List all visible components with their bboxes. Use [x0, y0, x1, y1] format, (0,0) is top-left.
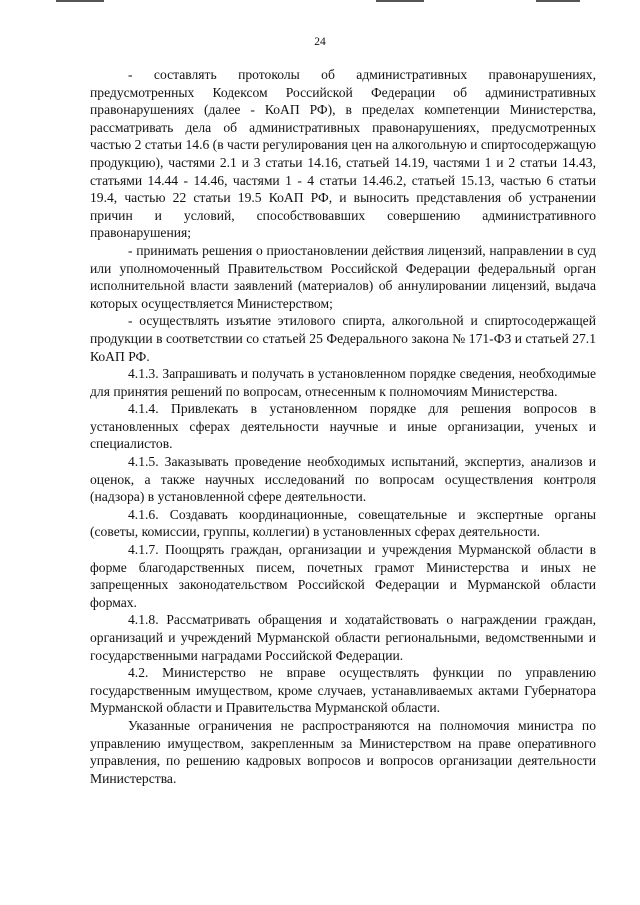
page-number: 24: [314, 36, 326, 48]
paragraph-4-2: 4.2. Министерство не вправе осуществлять функции по управлению государственным имуществом, кроме случаев, устанавливаемых актами Губернатора Мурманской области и Правительства Мурманской области.: [90, 665, 596, 716]
scan-edge-mark-center: [376, 0, 424, 2]
paragraph-license-suspension: - принимать решения о приостановлении действия лицензий, направлении в суд или уполномоченный Правительством Российской Федерации федеральный орган исполнительной власти заявлений (материалов) об аннулировании лицензий, выдача которых осуществляется Министерством;: [90, 242, 596, 311]
paragraph-4-1-8: 4.1.8. Рассматривать обращения и ходатайствовать о награждении граждан, организаций и учреждений Мурманской области региональными, ведомственными и государственными наградами Российской Федерации.: [90, 612, 596, 663]
paragraph-4-1-6: 4.1.6. Создавать координационные, совещательные и экспертные органы (советы, комиссии, группы, коллегии) в установленных сферах деятельности.: [90, 506, 596, 540]
scan-edge-mark-right: [536, 0, 580, 2]
paragraph-protocols: - составлять протоколы об административных правонарушениях, предусмотренных Кодексом Российской Федерации об административных правонарушениях (далее - КоАП РФ), в пределах компетенции Министерства, рассматривать дела об административных правонарушениях, предусмотренных частью 2 статьи 14.6 (в части регулирования цен на алкогольную и спиртосодержащую продукцию), частями 2.1 и 3 статьи 14.16, статьей 14.19, частями 1 и 2 статьи 14.43, статьями 14.44 - 14.46, частями 1 - 4 статьи 14.46.2, статьей 15.13, частью 6 статьи 19.4, частью 22 статьи 19.5 КоАП РФ, и выносить представления об устранении причин и условий, способствовавших совершению административного правонарушения;: [90, 67, 596, 241]
paragraph-4-1-7: 4.1.7. Поощрять граждан, организации и учреждения Мурманской области в форме благодарственных писем, почетных грамот Министерства и иных не запрещенных законодательством Российской Федерации и Мурманской области формах.: [90, 542, 596, 610]
paragraph-seizure: - осуществлять изъятие этилового спирта, алкогольной и спиртосодержащей продукции в соответствии со статьей 25 Федерального закона № 171-ФЗ и статьей 27.1 КоАП РФ.: [90, 313, 596, 364]
paragraph-4-1-5: 4.1.5. Заказывать проведение необходимых испытаний, экспертиз, анализов и оценок, а также научных исследований по вопросам осуществления контроля (надзора) в установленной сфере деятельности.: [90, 454, 596, 505]
paragraph-4-1-4: 4.1.4. Привлекать в установленном порядке для решения вопросов в установленных сферах деятельности научные и иные организации, ученых и специалистов.: [90, 401, 596, 452]
document-body: [90, 66, 596, 787]
paragraph-restrictions-note: Указанные ограничения не распространяются на полномочия министра по управлению имуществом, закрепленным за Министерством на праве оперативного управления, по решению кадровых вопросов и вопросов организации деятельности Министерства.: [90, 717, 596, 786]
scan-edge-mark-left: [56, 0, 104, 2]
paragraph-4-1-3: 4.1.3. Запрашивать и получать в установленном порядке сведения, необходимые для принятия решений по вопросам, отнесенным к полномочиям Министерства.: [90, 366, 596, 399]
